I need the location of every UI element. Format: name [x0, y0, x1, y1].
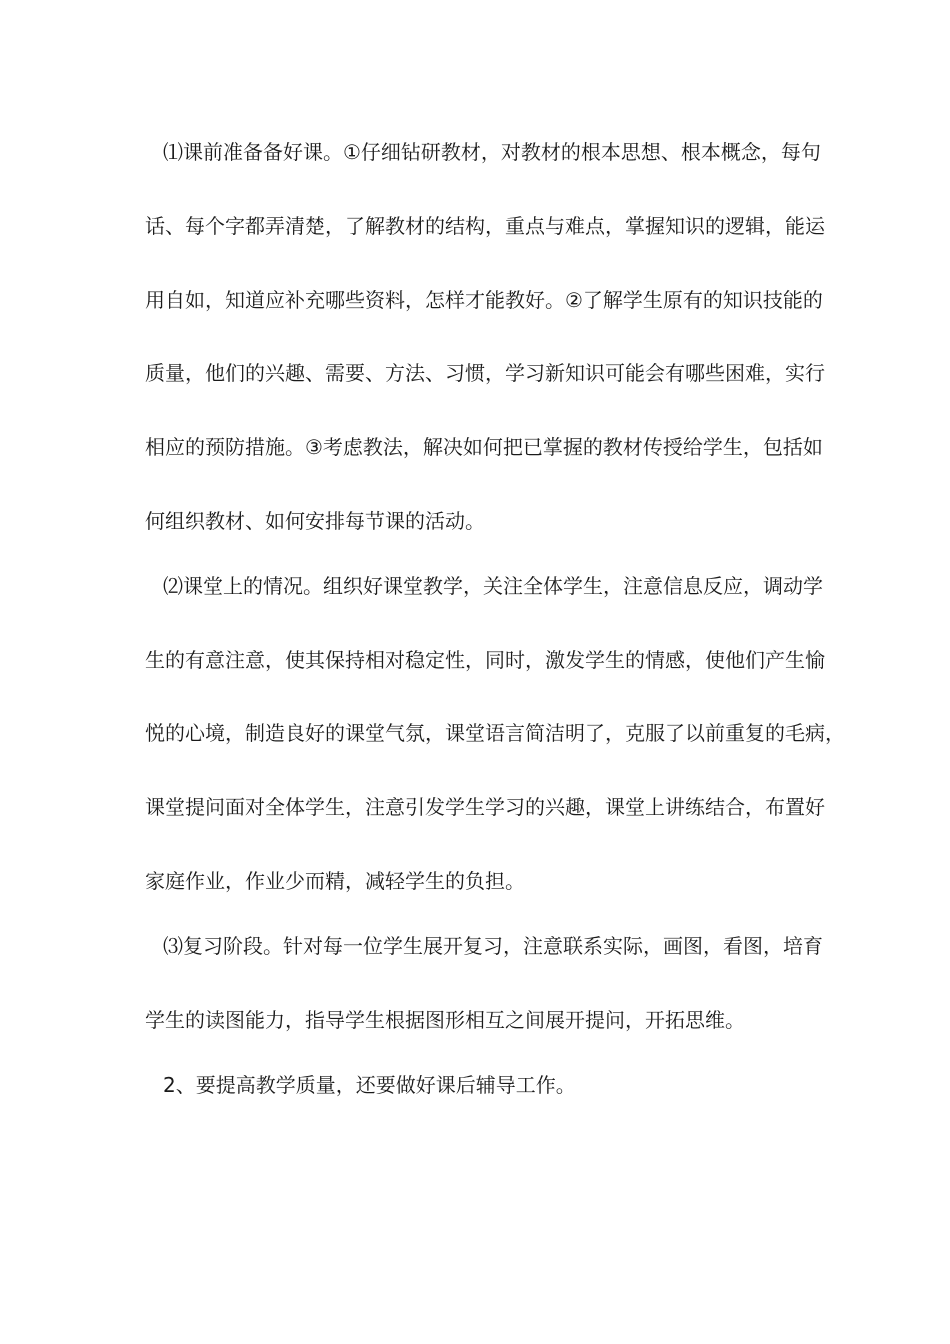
paragraph-1-line-3: 用自如，知道应补充哪些资料，怎样才能教好。②了解学生原有的知识技能的 [145, 288, 823, 312]
paragraph-2-line-5: 家庭作业，作业少而精，减轻学生的负担。 [145, 869, 525, 893]
paragraph-2-line-2: 生的有意注意，使其保持相对稳定性，同时，激发学生的情感，使他们产生愉 [145, 648, 825, 672]
paragraph-1-line-4: 质量，他们的兴趣、需要、方法、习惯，学习新知识可能会有哪些困难，实行 [145, 361, 825, 385]
paragraph-4-line-1: 2、要提高教学质量，还要做好课后辅导工作。 [163, 1073, 576, 1097]
paragraph-1-line-1: ⑴课前准备备好课。①仔细钻研教材，对教材的根本思想、根本概念，每句 [163, 140, 821, 164]
paragraph-1-line-5: 相应的预防措施。③考虑教法，解决如何把已掌握的教材传授给学生，包括如 [145, 435, 823, 459]
paragraph-3-line-1: ⑶复习阶段。针对每一位学生展开复习，注意联系实际，画图，看图，培育 [163, 934, 823, 958]
paragraph-1-line-2: 话、每个字都弄清楚，了解教材的结构，重点与难点，掌握知识的逻辑，能运 [145, 214, 825, 238]
paragraph-2-line-4: 课堂提问面对全体学生，注意引发学生学习的兴趣，课堂上讲练结合，布置好 [145, 795, 825, 819]
paragraph-2-line-3: 悦的心境，制造良好的课堂气氛，课堂语言简洁明了，克服了以前重复的毛病， [145, 721, 845, 745]
paragraph-1-line-6: 何组织教材、如何安排每节课的活动。 [145, 509, 485, 533]
paragraph-2-line-1: ⑵课堂上的情况。组织好课堂教学，关注全体学生，注意信息反应，调动学 [163, 574, 823, 598]
paragraph-3-line-2: 学生的读图能力，指导学生根据图形相互之间展开提问，开拓思维。 [145, 1008, 745, 1032]
